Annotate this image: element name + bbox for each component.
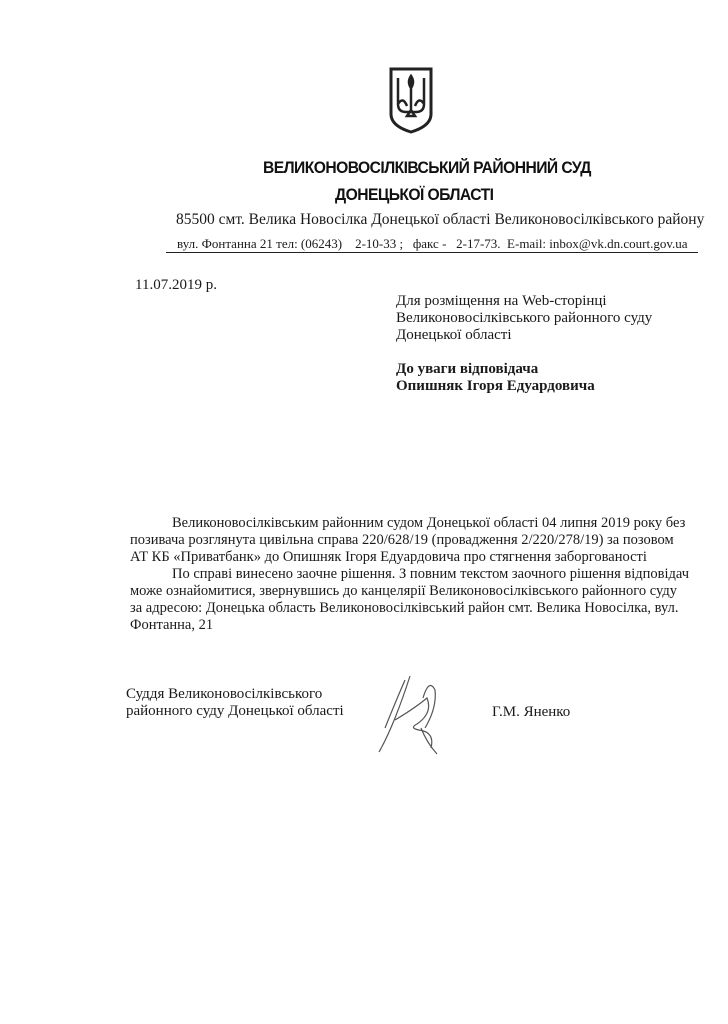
body-line: може ознайомитися, звернувшись до канцелярії Великоновосілківського районного суду (130, 583, 677, 599)
body-line: Фонтанна, 21 (130, 617, 214, 633)
body-line: за адресою: Донецька область Великоновосілківський район смт. Велика Новосілка, вул. (130, 600, 679, 616)
attention-line2: Опишняк Ігоря Едуардовича (396, 378, 595, 394)
addressee-line3: Донецької області (396, 327, 512, 343)
court-address: 85500 смт. Велика Новосілка Донецької області Великоновосілківського району (176, 211, 705, 228)
judge-title-line2: районного суду Донецької області (126, 703, 344, 719)
body-line: позивача розглянута цивільна справа 220/628/19 (провадження 2/220/278/19) за позовом (130, 532, 674, 548)
court-name-line2: ДОНЕЦЬКОЇ ОБЛАСТІ (335, 185, 494, 204)
email-link[interactable]: inbox@vk.dn.court.gov.ua (549, 236, 688, 251)
handwritten-signature (365, 668, 455, 760)
contacts-text: вул. Фонтанна 21 тел: (06243) 2-10-33 ; факс - 2-17-73. E-mail: (177, 236, 550, 251)
court-contacts (177, 236, 688, 252)
attention-line1: До уваги відповідача (396, 361, 539, 377)
court-name-line1: ВЕЛИКОНОВОСІЛКІВСЬКИЙ РАЙОННИЙ СУД (263, 158, 591, 177)
addressee-line1: Для розміщення на Web-сторінці (396, 293, 607, 309)
addressee-line2: Великоновосілківського районного суду (396, 310, 653, 326)
document-date: 11.07.2019 р. (135, 277, 217, 293)
coat-of-arms-trident-icon (388, 66, 434, 134)
judge-title-line1: Суддя Великоновосілківського (126, 686, 323, 702)
body-line: АТ КБ «Приватбанк» до Опишняк Ігоря Едуардовича про стягнення заборгованості (130, 549, 647, 565)
header-divider (166, 252, 698, 253)
body-line: По справі винесено заочне рішення. З повним текстом заочного рішення відповідач (172, 566, 690, 582)
body-line: Великоновосілківським районним судом Донецької області 04 липня 2019 року без (172, 515, 686, 531)
judge-name: Г.М. Яненко (492, 704, 571, 720)
